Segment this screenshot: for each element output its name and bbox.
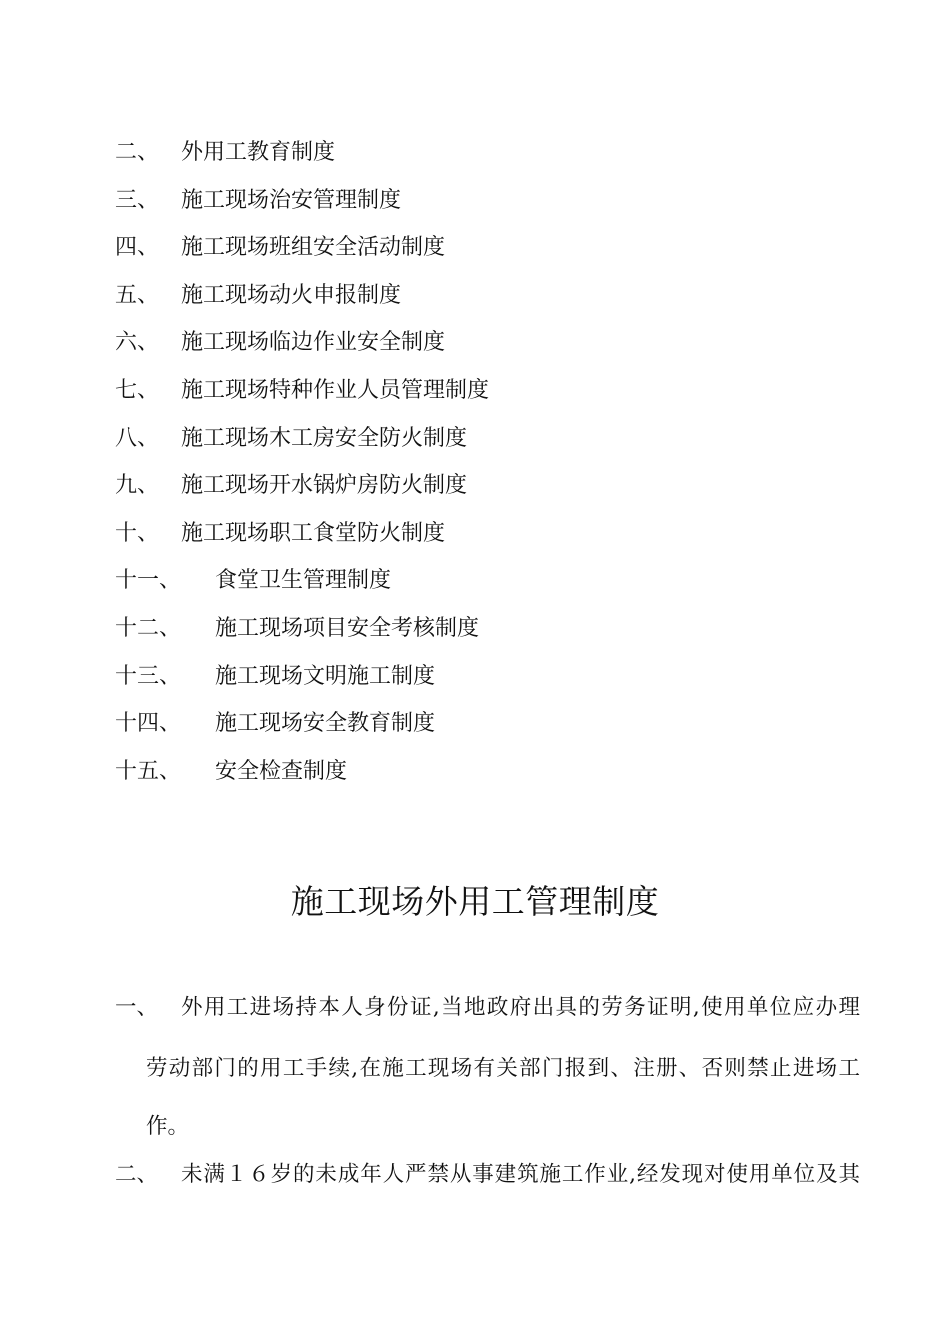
toc-item-number: 十二、	[115, 615, 182, 641]
toc-item-number: 八、	[115, 425, 160, 451]
toc-item-title: 施工现场职工食堂防火制度	[181, 520, 446, 546]
regulation-item-number: 一、	[115, 995, 159, 1020]
toc-item-title: 外用工教育制度	[181, 140, 336, 165]
toc-item	[115, 184, 875, 232]
toc-item-number: 二、	[115, 140, 160, 165]
toc-item	[115, 564, 875, 612]
toc-item	[115, 469, 875, 517]
toc-item-title: 安全检查制度	[215, 758, 348, 784]
toc-item	[115, 755, 875, 803]
toc-item-number: 十五、	[115, 758, 182, 784]
toc-item-number: 十一、	[115, 568, 182, 594]
regulation-item-line: 未满１６岁的未成年人严禁从事建筑施工作业,经发现对使用单位及其	[181, 1162, 860, 1187]
toc-item-number: 十三、	[115, 663, 182, 689]
toc-item-number: 四、	[115, 235, 160, 261]
toc-item-number: 五、	[115, 282, 160, 308]
toc-item	[115, 136, 875, 184]
toc-item-number: 三、	[115, 187, 160, 213]
toc-item-title: 施工现场文明施工制度	[215, 663, 436, 689]
toc-item-title: 施工现场开水锅炉房防火制度	[181, 473, 468, 499]
toc-item	[115, 422, 875, 470]
regulation-item-line: 劳动部门的用工手续,在施工现场有关部门报到、注册、否则禁止进场工	[146, 1056, 860, 1081]
toc-item	[115, 326, 875, 374]
toc-item	[115, 231, 875, 279]
regulation-item-number: 二、	[115, 1162, 159, 1187]
toc-item	[115, 517, 875, 565]
toc-item-title: 施工现场动火申报制度	[181, 282, 402, 308]
toc-item-number: 六、	[115, 330, 160, 356]
toc-item-title: 施工现场特种作业人员管理制度	[181, 377, 490, 403]
regulation-item-line: 作。	[146, 1114, 190, 1139]
toc-item-title: 施工现场临边作业安全制度	[181, 330, 446, 356]
section-title: 施工现场外用工管理制度	[290, 882, 660, 921]
toc-item-title: 施工现场班组安全活动制度	[181, 235, 446, 261]
toc-item-title: 施工现场木工房安全防火制度	[181, 425, 468, 451]
toc-item-title: 施工现场治安管理制度	[181, 187, 402, 213]
toc-item	[115, 660, 875, 708]
toc-item	[115, 707, 875, 755]
toc-item	[115, 612, 875, 660]
toc-item	[115, 279, 875, 327]
toc-item-title: 食堂卫生管理制度	[215, 568, 392, 594]
table-of-contents	[115, 136, 875, 802]
toc-item	[115, 374, 875, 422]
toc-item-number: 十四、	[115, 711, 182, 737]
toc-item-number: 九、	[115, 473, 160, 499]
toc-item-number: 七、	[115, 377, 160, 403]
toc-item-title: 施工现场项目安全考核制度	[215, 615, 480, 641]
toc-item-title: 施工现场安全教育制度	[215, 711, 436, 737]
toc-item-number: 十、	[115, 520, 160, 546]
regulation-item-line: 外用工进场持本人身份证,当地政府出具的劳务证明,使用单位应办理	[181, 995, 860, 1020]
